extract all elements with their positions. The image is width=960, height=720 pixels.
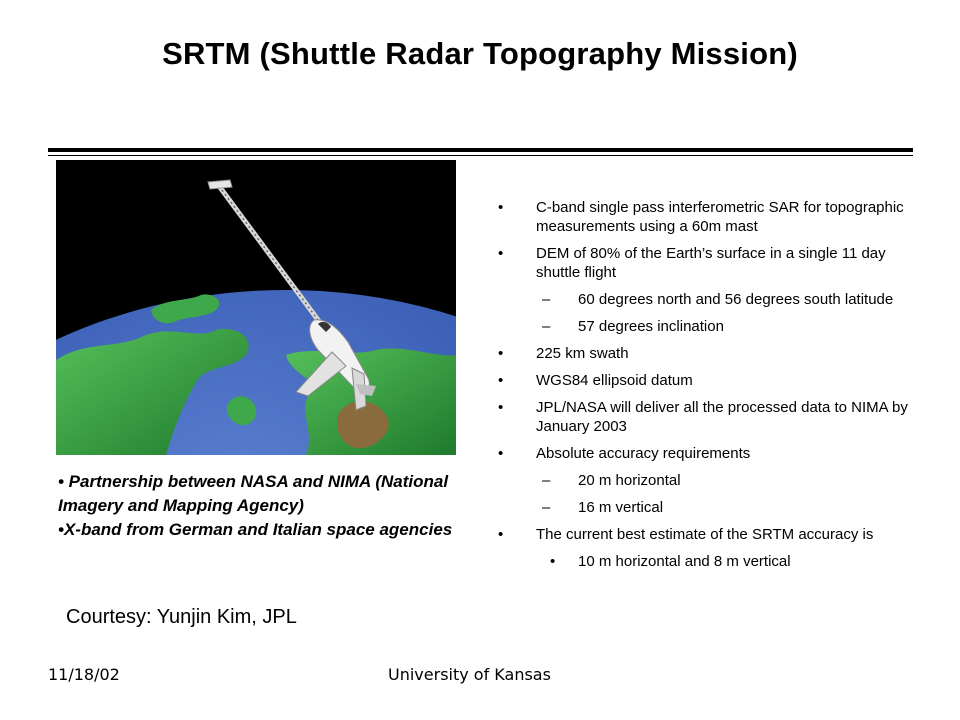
- bullet-item: [496, 244, 916, 282]
- bullet-mark: •: [498, 372, 504, 389]
- footer-organization: University of Kansas: [388, 665, 551, 684]
- dash-mark: –: [542, 472, 551, 489]
- bullet-text: The current best estimate of the SRTM accuracy is: [536, 526, 874, 543]
- bullet-text: 225 km swath: [536, 345, 629, 362]
- sub-bullet-item: [496, 498, 916, 517]
- title-divider-thin: [48, 155, 913, 156]
- bullet-list: [496, 198, 916, 579]
- bullet-mark: •: [498, 399, 504, 416]
- xband-note: •X-band from German and Italian space agencies: [58, 520, 453, 539]
- bullet-mark: •: [498, 445, 504, 462]
- bullet-text: C-band single pass interferometric SAR for topographic measurements using a 60m mast: [536, 199, 904, 235]
- bullet-item: [496, 525, 916, 544]
- bullet-text: 10 m horizontal and 8 m vertical: [578, 553, 791, 570]
- sub-bullet-item: [496, 290, 916, 309]
- bullet-text: 57 degrees inclination: [578, 318, 724, 335]
- partnership-note: • Partnership between NASA and NIMA (National Imagery and Mapping Agency): [58, 472, 449, 515]
- bullet-mark: •: [498, 526, 504, 543]
- bullet-text: WGS84 ellipsoid datum: [536, 372, 693, 389]
- left-notes: [58, 470, 468, 542]
- bullet-text: 16 m vertical: [578, 499, 664, 516]
- dash-mark: –: [542, 291, 551, 308]
- bullet-mark: •: [498, 199, 504, 216]
- bullet-item: [496, 344, 916, 363]
- sub-bullet-item: [496, 471, 916, 490]
- slide-title: SRTM (Shuttle Radar Topography Mission): [162, 36, 798, 71]
- title-divider-thick: [48, 148, 913, 152]
- bullet-text: DEM of 80% of the Earth’s surface in a single 11 day shuttle flight: [536, 245, 886, 281]
- bullet-item: [496, 371, 916, 390]
- bullet-text: JPL/NASA will deliver all the processed data to NIMA by January 2003: [536, 399, 908, 435]
- shuttle-earth-illustration: [56, 160, 456, 455]
- bullet-item: [496, 198, 916, 236]
- bullet-item: [496, 398, 916, 436]
- shuttle-earth-image: [56, 160, 456, 455]
- sub-bullet-item: [496, 552, 916, 571]
- bullet-text: Absolute accuracy requirements: [536, 445, 751, 462]
- sub-bullet-item: [496, 317, 916, 336]
- bullet-mark: •: [550, 553, 556, 570]
- bullet-item: [496, 444, 916, 463]
- bullet-text: 60 degrees north and 56 degrees south latitude: [578, 291, 894, 308]
- dash-mark: –: [542, 318, 551, 335]
- image-credit: Courtesy: Yunjin Kim, JPL: [66, 606, 297, 628]
- dash-mark: –: [542, 499, 551, 516]
- bullet-mark: •: [498, 245, 504, 262]
- bullet-mark: •: [498, 345, 504, 362]
- footer-date: 11/18/02: [48, 665, 120, 684]
- bullet-text: 20 m horizontal: [578, 472, 681, 489]
